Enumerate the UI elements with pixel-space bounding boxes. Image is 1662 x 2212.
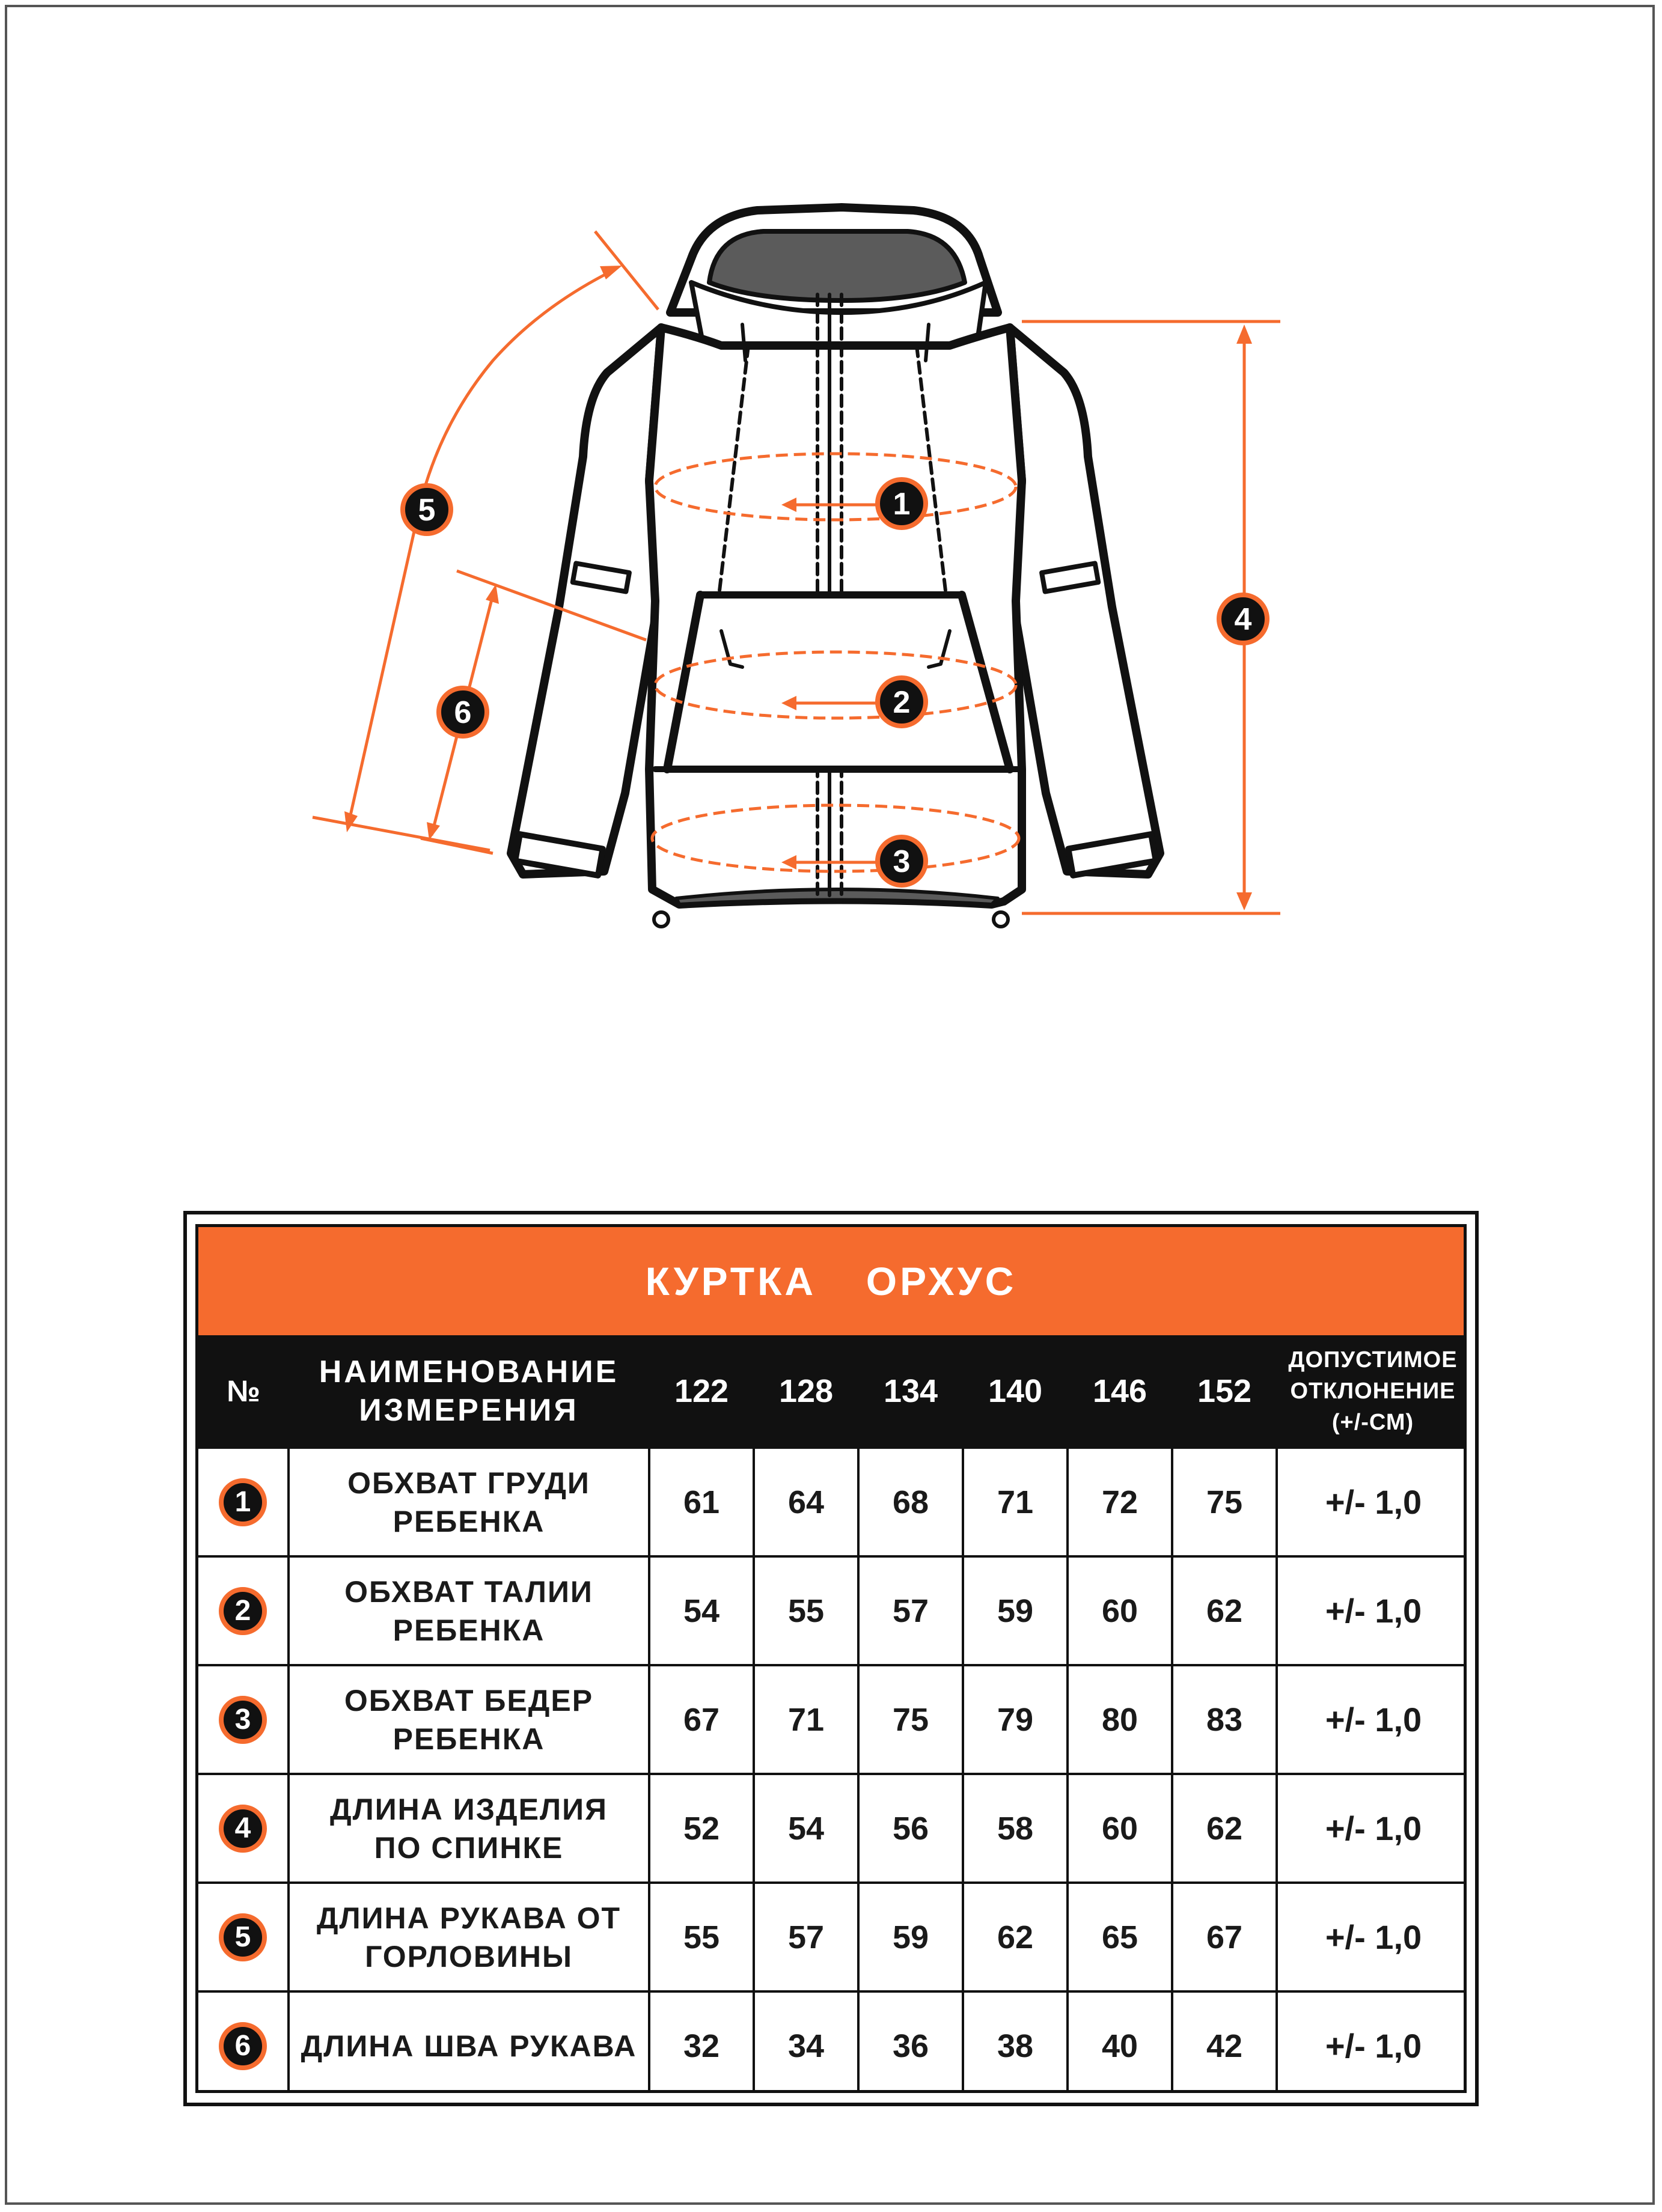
value-cell: 54 (754, 1774, 858, 1883)
svg-text:5: 5 (418, 493, 436, 528)
header-tolerance (1277, 1335, 1467, 1448)
marker-5 (403, 486, 451, 534)
svg-text:2: 2 (893, 685, 911, 720)
row-number-cell (198, 1556, 289, 1665)
header-name-line-2: ИЗМЕРЕНИЯ (359, 1392, 579, 1428)
value-cell: 59 (963, 1556, 1068, 1665)
row-number-cell (198, 1883, 289, 1991)
value-cell: 75 (858, 1665, 963, 1774)
size-chart (198, 1335, 1467, 2093)
value-cell: 79 (963, 1665, 1068, 1774)
table-row (198, 1883, 1467, 1991)
row-number-cell (198, 1665, 289, 1774)
value-cell: 36 (858, 1991, 963, 2093)
header-size-140: 140 (963, 1335, 1068, 1448)
marker-1 (878, 480, 926, 528)
header-measurement-name (289, 1335, 649, 1448)
marker-4 (1219, 595, 1267, 643)
header-number: № (198, 1335, 289, 1448)
table-row (198, 1665, 1467, 1774)
value-cell: 65 (1068, 1883, 1172, 1991)
row-name-line-1: ОБХВАТ БЕДЕР (344, 1683, 594, 1717)
value-cell: 56 (858, 1774, 963, 1883)
header-size-128: 128 (754, 1335, 858, 1448)
header-size-146: 146 (1068, 1335, 1172, 1448)
marker-2 (878, 678, 926, 726)
marker-3 (878, 837, 926, 885)
header-size-122: 122 (649, 1335, 754, 1448)
header-tol-line-2: ОТКЛОНЕНИЕ (1290, 1378, 1456, 1404)
row-number-badge: 1 (219, 1478, 267, 1526)
tolerance-cell: +/- 1,0 (1277, 1665, 1467, 1774)
row-number-cell (198, 1774, 289, 1883)
row-name-line-1: ОБХВАТ ТАЛИИ (344, 1574, 593, 1609)
row-name-line-2: РЕБЕНКА (393, 1613, 545, 1647)
row-number-cell (198, 1448, 289, 1556)
value-cell: 67 (649, 1665, 754, 1774)
value-cell: 55 (649, 1883, 754, 1991)
row-number-badge: 4 (219, 1805, 267, 1853)
value-cell: 62 (1172, 1556, 1277, 1665)
value-cell: 60 (1068, 1556, 1172, 1665)
header-tol-line-1: ДОПУСТИМОЕ (1288, 1347, 1458, 1373)
row-name-line-2: ГОРЛОВИНЫ (365, 1939, 573, 1973)
row-number-badge: 5 (219, 1913, 267, 1961)
value-cell: 60 (1068, 1774, 1172, 1883)
header-name-line-1: НАИМЕНОВАНИЕ (319, 1354, 619, 1389)
table-title: КУРТКА ОРХУС (645, 1259, 1017, 1303)
table-row (198, 1774, 1467, 1883)
value-cell: 72 (1068, 1448, 1172, 1556)
value-cell: 83 (1172, 1665, 1277, 1774)
tolerance-cell: +/- 1,0 (1277, 1991, 1467, 2093)
tolerance-cell: +/- 1,0 (1277, 1448, 1467, 1556)
table-title-bar (198, 1227, 1464, 1335)
value-cell: 67 (1172, 1883, 1277, 1991)
svg-text:4: 4 (1234, 602, 1252, 637)
row-name-cell (289, 1774, 649, 1883)
row-name-cell (289, 1883, 649, 1991)
tolerance-cell: +/- 1,0 (1277, 1883, 1467, 1991)
marker-6 (439, 688, 487, 736)
jacket-outline (511, 207, 1160, 927)
table-row (198, 1448, 1467, 1556)
tolerance-cell: +/- 1,0 (1277, 1556, 1467, 1665)
svg-text:1: 1 (893, 487, 911, 522)
value-cell: 34 (754, 1991, 858, 2093)
value-cell: 40 (1068, 1991, 1172, 2093)
row-name-cell (289, 1448, 649, 1556)
value-cell: 57 (858, 1556, 963, 1665)
value-cell: 54 (649, 1556, 754, 1665)
value-cell: 71 (754, 1665, 858, 1774)
table-body (198, 1448, 1467, 2093)
value-cell: 64 (754, 1448, 858, 1556)
row-number-badge: 6 (219, 2022, 267, 2070)
header-size-134: 134 (858, 1335, 963, 1448)
header-size-152: 152 (1172, 1335, 1277, 1448)
table-header-row (198, 1335, 1467, 1448)
row-number-badge: 3 (219, 1696, 267, 1744)
row-name-line-2: РЕБЕНКА (393, 1504, 545, 1538)
value-cell: 38 (963, 1991, 1068, 2093)
value-cell: 75 (1172, 1448, 1277, 1556)
row-name-line-1: ДЛИНА ШВА РУКАВА (301, 2029, 637, 2063)
size-table (195, 1224, 1467, 2093)
svg-text:6: 6 (454, 695, 472, 730)
value-cell: 42 (1172, 1991, 1277, 2093)
row-number-cell (198, 1991, 289, 2093)
row-number-badge: 2 (219, 1587, 267, 1635)
value-cell: 58 (963, 1774, 1068, 1883)
value-cell: 55 (754, 1556, 858, 1665)
row-name-line-1: ДЛИНА РУКАВА ОТ (316, 1901, 622, 1935)
row-name-line-1: ОБХВАТ ГРУДИ (347, 1466, 590, 1500)
value-cell: 80 (1068, 1665, 1172, 1774)
value-cell: 68 (858, 1448, 963, 1556)
row-name-cell (289, 1556, 649, 1665)
table-row (198, 1556, 1467, 1665)
jacket-diagram (0, 0, 1662, 1022)
header-tol-line-3: (+/-СМ) (1331, 1409, 1414, 1435)
value-cell: 52 (649, 1774, 754, 1883)
value-cell: 62 (1172, 1774, 1277, 1883)
tolerance-cell: +/- 1,0 (1277, 1774, 1467, 1883)
value-cell: 32 (649, 1991, 754, 2093)
row-name-line-2: РЕБЕНКА (393, 1722, 545, 1756)
svg-text:3: 3 (893, 844, 911, 879)
value-cell: 57 (754, 1883, 858, 1991)
row-name-line-1: ДЛИНА ИЗДЕЛИЯ (330, 1792, 608, 1826)
row-name-line-2: ПО СПИНКЕ (374, 1830, 564, 1865)
row-name-cell (289, 1991, 649, 2093)
table-row (198, 1991, 1467, 2093)
value-cell: 59 (858, 1883, 963, 1991)
row-name-cell (289, 1665, 649, 1774)
value-cell: 61 (649, 1448, 754, 1556)
value-cell: 71 (963, 1448, 1068, 1556)
value-cell: 62 (963, 1883, 1068, 1991)
